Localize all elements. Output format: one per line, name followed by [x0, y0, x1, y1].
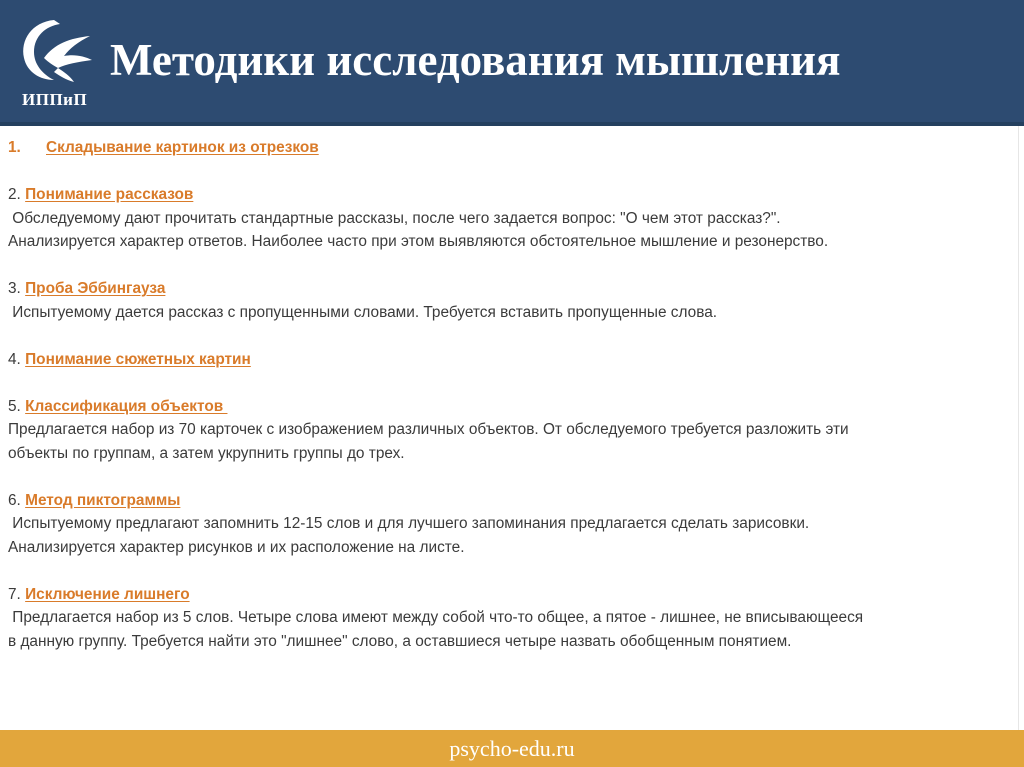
- page-title: Методики исследования мышления: [110, 35, 841, 85]
- item-description: Обследуемому дают прочитать стандартные рассказы, после чего задается вопрос: "О чем этот рассказ?".: [8, 209, 781, 227]
- method-link[interactable]: Исключение лишнего: [25, 585, 190, 603]
- item-number: 4.: [8, 350, 21, 368]
- item-number: 7.: [8, 585, 21, 603]
- bird-logo-icon: [14, 14, 100, 94]
- item-description: в данную группу. Требуется найти это "лишнее" слово, а оставшиеся четыре назвать обобщенным понятием.: [8, 632, 792, 650]
- spacer: [8, 324, 1018, 348]
- method-link[interactable]: Складывание картинок из отрезков: [46, 139, 319, 156]
- method-link[interactable]: Классификация объектов: [25, 397, 228, 415]
- logo-text: ИППиП: [22, 90, 88, 109]
- spacer: [8, 559, 1018, 583]
- method-link[interactable]: Проба Эббингауза: [25, 280, 166, 297]
- item-description: Испытуемому предлагают запомнить 12-15 слов и для лучшего запоминания предлагается сделать зарисовки.: [8, 515, 810, 532]
- method-link[interactable]: Понимание сюжетных картин: [25, 350, 251, 368]
- item-description: Анализируется характер ответов. Наиболее часто при этом выявляются обстоятельное мышление и резонерство.: [8, 233, 829, 250]
- spacer: [8, 371, 1018, 395]
- item-description: Предлагается набор из 70 карточек с изображением различных объектов. От обследуемого требуется разложить эти: [8, 421, 849, 438]
- list-item: [8, 583, 1018, 607]
- method-link[interactable]: Понимание рассказов: [25, 186, 194, 203]
- item-number: 2.: [8, 186, 21, 203]
- item-description: Испытуемому дается рассказ с пропущенными словами. Требуется вставить пропущенные слова.: [8, 303, 718, 321]
- methods-list: [8, 136, 1018, 653]
- item-number: 5.: [8, 397, 21, 415]
- item-description: Предлагается набор из 5 слов. Четыре слова имеют между собой что-то общее, а пятое - лишнее, не вписывающееся: [8, 609, 864, 626]
- list-item: [8, 395, 1018, 419]
- item-number: 1.: [8, 139, 21, 156]
- item-description: объекты по группам, а затем укрупнить группы до трех.: [8, 444, 405, 462]
- list-item: [8, 277, 1018, 301]
- item-number: 3.: [8, 280, 21, 297]
- item-number: 6.: [8, 491, 21, 509]
- list-item: [8, 348, 1018, 372]
- list-item: [8, 183, 1018, 207]
- right-edge-rule: [1018, 126, 1019, 730]
- item-description: Анализируется характер рисунков и их расположение на листе.: [8, 538, 465, 556]
- method-link[interactable]: Метод пиктограммы: [25, 491, 181, 509]
- list-item: [8, 136, 1018, 160]
- spacer: [8, 465, 1018, 489]
- list-item: [8, 489, 1018, 513]
- logo: [14, 14, 100, 110]
- footer-site-link[interactable]: psycho-edu.ru: [449, 736, 575, 761]
- spacer: [8, 254, 1018, 278]
- header-bar: [0, 0, 1024, 126]
- spacer: [8, 160, 1018, 184]
